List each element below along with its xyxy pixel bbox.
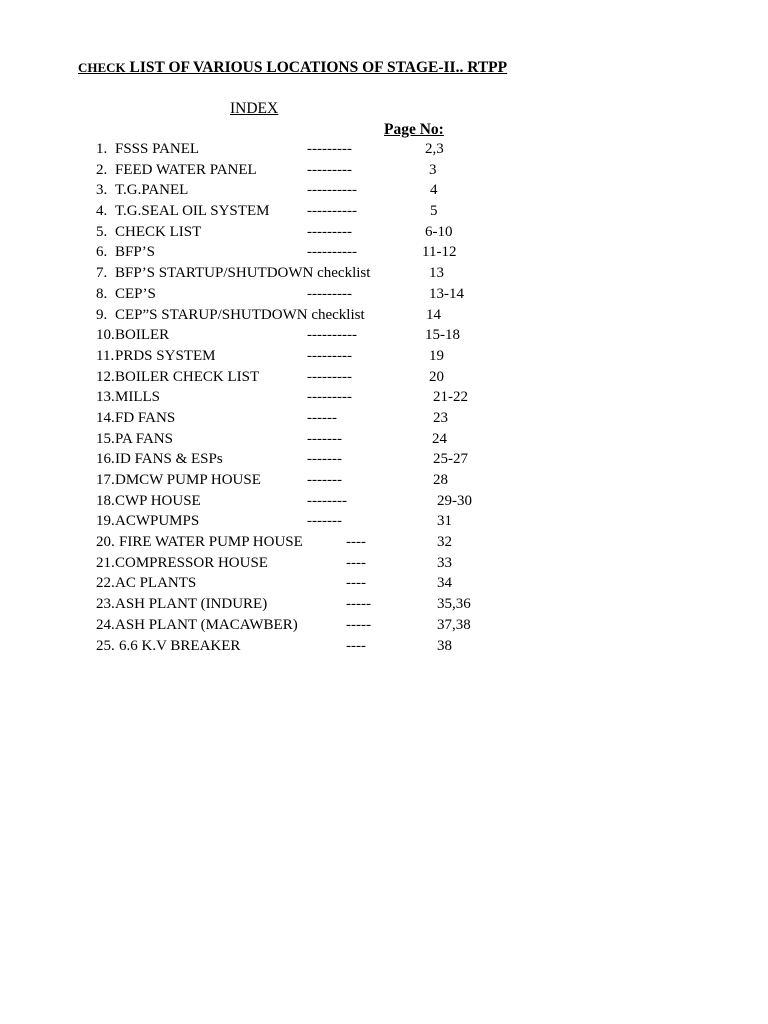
toc-title: PRDS SYSTEM (115, 347, 216, 364)
toc-page-number: 20 (429, 368, 444, 385)
toc-row (0, 573, 768, 594)
document-title (78, 59, 507, 77)
toc-row (0, 222, 768, 243)
toc-number: 21. (96, 554, 115, 571)
toc-page-number: 5 (430, 203, 438, 220)
toc-title: T.G.PANEL (115, 182, 189, 199)
toc-leader-dashes: --------- (307, 368, 352, 385)
toc-leader-dashes: -------- (307, 492, 347, 509)
toc-title: BFP’S STARTUP/SHUTDOWN checklist (115, 265, 371, 282)
toc-leader-dashes: ----- (346, 596, 371, 613)
toc-number: 3. (96, 182, 108, 199)
toc-row (0, 160, 768, 181)
toc-row (0, 284, 768, 305)
toc-title: BFP’S (115, 244, 156, 261)
toc-title: T.G.SEAL OIL SYSTEM (115, 203, 270, 220)
toc-leader-dashes: --------- (307, 141, 352, 157)
toc-row (0, 594, 768, 615)
toc-page-number: 35,36 (437, 596, 471, 613)
toc-row (0, 408, 768, 429)
page-no-heading: Page No: (384, 121, 444, 138)
toc-title: MILLS (115, 389, 160, 406)
title-prefix: CHECK (78, 60, 126, 75)
toc-row (0, 180, 768, 201)
toc-title: BOILER CHECK LIST (115, 368, 260, 385)
toc-title: CEP’S (115, 285, 156, 302)
toc-title: FEED WATER PANEL (115, 161, 257, 178)
toc-row (0, 242, 768, 263)
toc-number: 24. (96, 616, 115, 633)
toc-page-number: 14 (426, 306, 441, 323)
toc-leader-dashes: ---- (346, 554, 366, 571)
toc-row (0, 201, 768, 222)
toc-row (0, 305, 768, 326)
toc-leader-dashes: ---- (346, 637, 366, 654)
toc-page-number: 21-22 (433, 389, 468, 406)
toc-page-number: 11-12 (422, 244, 457, 261)
toc-number: 5. (96, 223, 108, 240)
toc-title: FSSS PANEL (115, 141, 200, 157)
toc-title: DMCW PUMP HOUSE (115, 472, 261, 488)
toc-row (0, 615, 768, 636)
toc-page-number: 3 (429, 161, 437, 178)
title-rest: LIST OF VARIOUS LOCATIONS OF STAGE-II.. RTPP (125, 59, 508, 76)
toc-title: ACWPUMPS (115, 513, 200, 530)
toc-number: 9. (96, 306, 108, 323)
toc-page-number: 29-30 (437, 492, 472, 509)
index-heading: INDEX (230, 100, 279, 117)
toc-number: 16. (96, 451, 115, 468)
toc-number: 2. (96, 161, 108, 178)
toc-title: CHECK LIST (115, 223, 202, 240)
toc-title: PA FANS (115, 430, 173, 447)
toc-page-number: 23 (433, 409, 448, 426)
toc-page-number: 37,38 (437, 616, 471, 633)
toc-leader-dashes: ---------- (307, 327, 357, 344)
toc-row (0, 367, 768, 388)
toc-title: ASH PLANT (INDURE) (115, 596, 268, 613)
toc-row (0, 325, 768, 346)
toc-number: 22. (96, 575, 115, 592)
toc-title: 6.6 K.V BREAKER (119, 637, 241, 654)
toc-leader-dashes: ---------- (307, 182, 357, 199)
toc-leader-dashes: --------- (307, 223, 352, 240)
toc-row (0, 511, 768, 532)
toc-number: 10. (96, 327, 115, 344)
toc-number: 1. (96, 141, 108, 157)
toc-row (0, 449, 768, 470)
toc-leader-dashes: --------- (307, 347, 352, 364)
toc-leader-dashes: --------- (307, 285, 352, 302)
toc-title: FIRE WATER PUMP HOUSE (119, 534, 303, 551)
toc-page-number: 28 (433, 472, 448, 488)
toc-title: CWP HOUSE (115, 492, 201, 509)
toc-row (0, 532, 768, 553)
toc-row (0, 263, 768, 284)
toc-leader-dashes: ------- (307, 451, 342, 468)
toc-row (0, 429, 768, 450)
toc-title: CEP”S STARUP/SHUTDOWN checklist (115, 306, 365, 323)
toc-number: 11. (96, 347, 115, 364)
toc-page-number: 38 (437, 637, 452, 654)
toc-leader-dashes: --------- (307, 161, 352, 178)
toc-number: 12. (96, 368, 115, 385)
toc-leader-dashes: --------- (307, 389, 352, 406)
toc-number: 6. (96, 244, 108, 261)
toc-page-number: 34 (437, 575, 452, 592)
toc-number: 17. (96, 472, 115, 488)
toc-row (0, 346, 768, 367)
toc-leader-dashes: ------- (307, 430, 342, 447)
toc-leader-dashes: ---------- (307, 203, 357, 220)
toc-number: 19. (96, 513, 115, 530)
toc-row (0, 491, 768, 512)
toc-number: 25. (96, 637, 115, 654)
toc-title: FD FANS (115, 409, 176, 426)
table-of-contents (0, 139, 768, 656)
toc-number: 7. (96, 265, 108, 282)
toc-page-number: 2,3 (425, 141, 444, 157)
toc-row (0, 470, 768, 491)
toc-page-number: 19 (429, 347, 444, 364)
toc-leader-dashes: ---- (346, 575, 366, 592)
toc-page-number: 25-27 (433, 451, 468, 468)
toc-row (0, 553, 768, 574)
toc-number: 23. (96, 596, 115, 613)
toc-leader-dashes: ----- (346, 616, 371, 633)
toc-row (0, 636, 768, 657)
toc-page-number: 24 (432, 430, 447, 447)
toc-leader-dashes: ------ (307, 409, 337, 426)
toc-number: 4. (96, 203, 108, 220)
toc-title: AC PLANTS (115, 575, 197, 592)
toc-row (0, 139, 768, 160)
toc-title: ID FANS & ESPs (115, 451, 223, 468)
toc-number: 13. (96, 389, 115, 406)
toc-leader-dashes: ---------- (307, 244, 357, 261)
toc-page-number: 13 (429, 265, 444, 282)
toc-title: BOILER (115, 327, 170, 344)
toc-number: 15. (96, 430, 115, 447)
toc-page-number: 33 (437, 554, 452, 571)
toc-number: 18. (96, 492, 115, 509)
toc-title: COMPRESSOR HOUSE (115, 554, 268, 571)
toc-page-number: 4 (430, 182, 438, 199)
toc-number: 20. (96, 534, 115, 551)
toc-number: 14. (96, 409, 115, 426)
toc-leader-dashes: ------- (307, 513, 342, 530)
toc-title: ASH PLANT (MACAWBER) (115, 616, 298, 633)
toc-row (0, 387, 768, 408)
toc-page-number: 32 (437, 534, 452, 551)
toc-page-number: 13-14 (429, 285, 464, 302)
toc-page-number: 6-10 (425, 223, 453, 240)
toc-page-number: 15-18 (425, 327, 460, 344)
toc-number: 8. (96, 285, 108, 302)
toc-page-number: 31 (437, 513, 452, 530)
toc-leader-dashes: ---- (346, 534, 366, 551)
toc-leader-dashes: ------- (307, 472, 342, 488)
